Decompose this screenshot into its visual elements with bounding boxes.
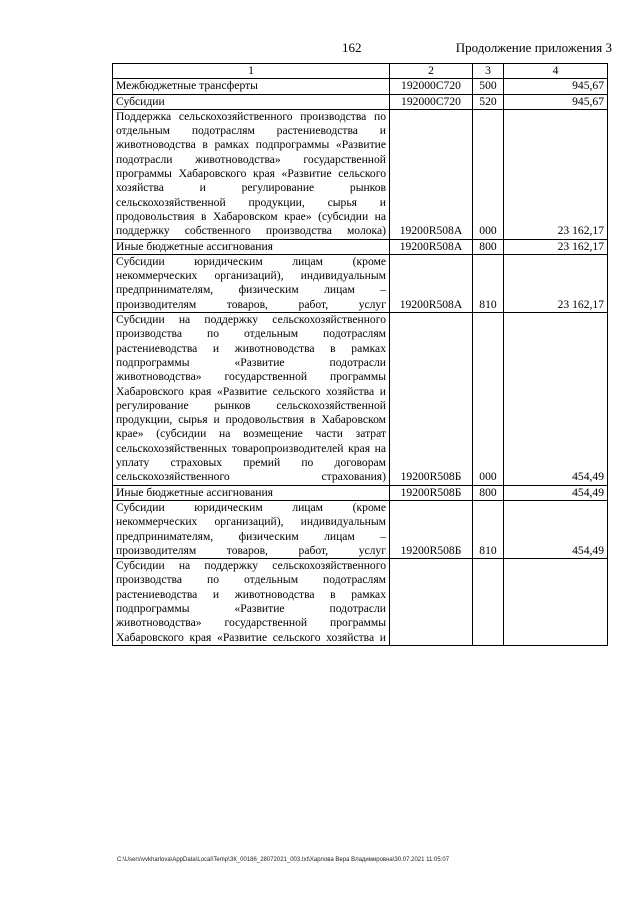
row-amount: 23 162,17: [504, 254, 608, 312]
table-row: [113, 79, 608, 94]
row-type: 800: [473, 485, 504, 500]
row-type: 500: [473, 79, 504, 94]
row-name: Субсидии на поддержку сельскохозяйственного производства по отдельным подотраслям растениеводства и животноводства в рамках подпрограммы «Развитие подотрасли животноводства» государственной программы Хабаровского края «Развитие сельского хозяйства и регулирование рынков сельскохозяйственной продукции, сырья и продовольствия в Хабаровском крае» (субсидии на возмещение части затрат сельскохозяйственных товаропроизводителей края на уплату страховых премий по договорам сельскохозяйственного страхования): [113, 313, 390, 486]
row-amount: 945,67: [504, 79, 608, 94]
footer-file-path: C:\Users\vvkharlova\AppData\Local\Temp\ЗК_00186_28072021_003.txt\Харлова Вера Владимировна\30.07.2021 11:05:07: [117, 857, 450, 863]
column-header-4: 4: [504, 64, 608, 79]
row-code: 192000С720: [390, 79, 473, 94]
table-header-row: [113, 64, 608, 79]
row-amount: 945,67: [504, 94, 608, 109]
continuation-caption: Продолжение приложения 3: [455, 40, 612, 55]
table-row: [113, 313, 608, 486]
table-row: [113, 559, 608, 646]
row-code: 192000С720: [390, 94, 473, 109]
table-row: [113, 254, 608, 312]
column-header-3: 3: [473, 64, 504, 79]
page-number: 162: [342, 40, 362, 55]
row-name: Межбюджетные трансферты: [113, 79, 390, 94]
column-header-2: 2: [390, 64, 473, 79]
row-code: [390, 559, 473, 646]
row-code: 19200R508А: [390, 239, 473, 254]
row-type: 800: [473, 239, 504, 254]
row-amount: 454,49: [504, 313, 608, 486]
table-row: [113, 500, 608, 558]
row-name: Иные бюджетные ассигнования: [113, 485, 390, 500]
row-type: 810: [473, 500, 504, 558]
table-row: [113, 94, 608, 109]
row-code: 19200R508А: [390, 254, 473, 312]
row-type: 810: [473, 254, 504, 312]
budget-table: [112, 63, 608, 646]
table-row: [113, 239, 608, 254]
column-header-1: 1: [113, 64, 390, 79]
row-name: Субсидии: [113, 94, 390, 109]
row-name: Поддержка сельскохозяйственного производства по отдельным подотраслям растениеводства и животноводства в рамках подпрограммы «Развитие подотрасли животноводства» государственной программы Хабаровского края «Развитие сельского хозяйства и регулирование рынков сельскохозяйственной продукции, сырья и продовольствия в Хабаровском крае» (субсидии на поддержку собственного производства молока): [113, 109, 390, 239]
row-code: 19200R508А: [390, 109, 473, 239]
row-name: Субсидии юридическим лицам (кроме некоммерческих организаций), индивидуальным предпринимателям, физическим лицам – производителям товаров, работ, услуг: [113, 254, 390, 312]
row-type: 000: [473, 109, 504, 239]
row-amount: 454,49: [504, 485, 608, 500]
row-amount: [504, 559, 608, 646]
row-name: Субсидии на поддержку сельскохозяйственного производства по отдельным подотраслям растениеводства и животноводства в рамках подпрограммы «Развитие подотрасли животноводства» государственной программы Хабаровского края «Развитие сельского хозяйства и: [113, 559, 390, 646]
row-amount: 23 162,17: [504, 109, 608, 239]
row-amount: 454,49: [504, 500, 608, 558]
row-code: 19200R508Б: [390, 485, 473, 500]
table-row: [113, 109, 608, 239]
row-code: 19200R508Б: [390, 500, 473, 558]
row-amount: 23 162,17: [504, 239, 608, 254]
table-row: [113, 485, 608, 500]
row-type: 520: [473, 94, 504, 109]
row-type: 000: [473, 313, 504, 486]
row-name: Иные бюджетные ассигнования: [113, 239, 390, 254]
row-type: [473, 559, 504, 646]
row-name: Субсидии юридическим лицам (кроме некоммерческих организаций), индивидуальным предпринимателям, физическим лицам – производителям товаров, работ, услуг: [113, 500, 390, 558]
row-code: 19200R508Б: [390, 313, 473, 486]
